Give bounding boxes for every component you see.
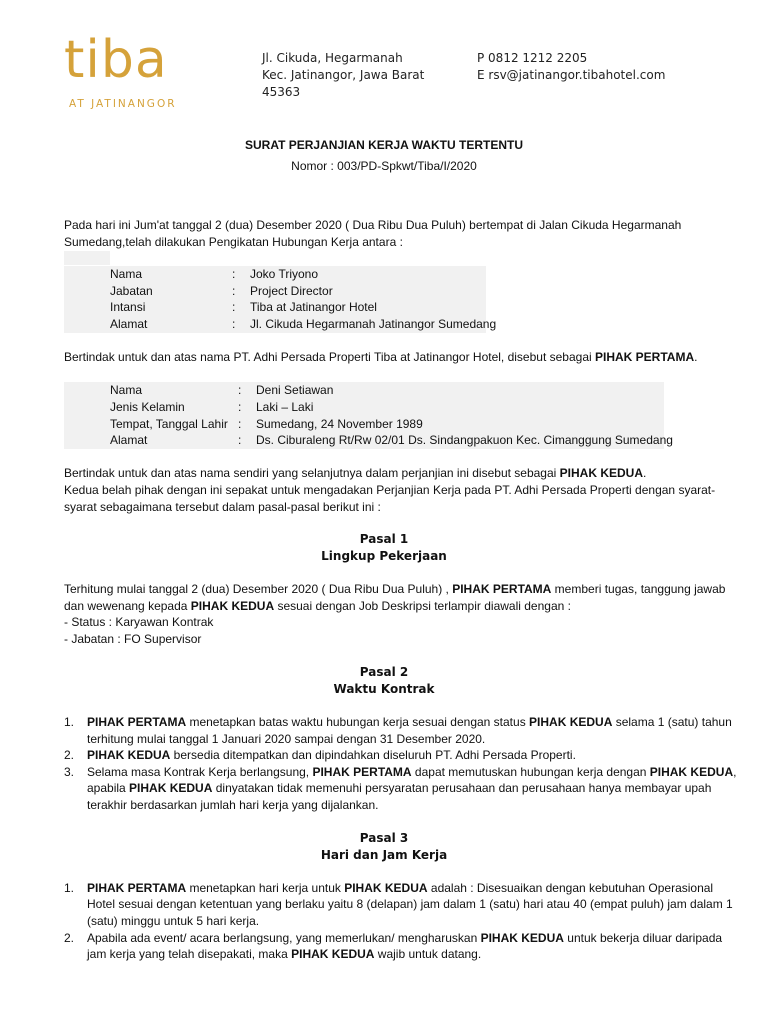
party1-colon: : (232, 300, 236, 314)
pasal2-title: Waktu Kontrak (333, 682, 435, 696)
pasal1-jabatan: - Jabatan : FO Supervisor (64, 632, 202, 646)
pasal3-item1-line-2: Hotel sesuai dengan ketentuan yang berlaku yaitu 8 (delapan) jam dalam 1 (satu) hari atau 40 (empat puluh) jam dalam 1 (87, 897, 733, 911)
pasal1-number: Pasal 1 (359, 532, 409, 546)
party1-value-address: Jl. Cikuda Hegarmanah Jatinangor Sumedang (250, 317, 497, 331)
pasal2-item1-number: 1. (64, 715, 75, 729)
party2-colon: : (238, 400, 242, 414)
pasal2-item3-number: 3. (64, 765, 75, 779)
pasal2-number: Pasal 2 (359, 665, 409, 679)
party2-statement-line-1: Bertindak untuk dan atas nama sendiri yang selanjutnya dalam perjanjian ini disebut sebagai PIHAK KEDUA. (64, 466, 647, 480)
party1-value-name: Joko Triyono (250, 267, 319, 281)
party2-label-address: Alamat (110, 433, 148, 447)
party2-statement-line-2: Kedua belah pihak dengan ini sepakat untuk mengadakan Perjanjian Kerja pada PT. Adhi Persada Properti dengan syarat- (64, 483, 716, 497)
address-line-3: 45363 (262, 85, 301, 99)
hotel-logo: tiba (64, 30, 168, 90)
contact-email: E rsv@jatinangor.tibahotel.com (477, 68, 666, 82)
party1-colon: : (232, 267, 236, 281)
pasal2-item1-line-2: terhitung mulai tanggal 1 Januari 2020 sampai dengan 31 Desember 2020. (87, 732, 486, 746)
shaded-cell (64, 251, 110, 265)
contact-phone: P 0812 1212 2205 (477, 51, 588, 65)
party2-value-name: Deni Setiawan (256, 383, 334, 397)
pasal2-item1-line-1: PIHAK PERTAMA menetapkan batas waktu hubungan kerja sesuai dengan status PIHAK KEDUA selama 1 (satu) tahun (87, 715, 732, 729)
pasal2-item2-number: 2. (64, 748, 75, 762)
party1-label-name: Nama (110, 267, 143, 281)
address-line-2: Kec. Jatinangor, Jawa Barat (262, 68, 425, 82)
party2-value-birth: Sumedang, 24 November 1989 (256, 417, 423, 431)
party1-value-institution: Tiba at Jatinangor Hotel (250, 300, 377, 314)
pasal1-title: Lingkup Pekerjaan (321, 549, 447, 563)
pasal3-item1-line-1: PIHAK PERTAMA menetapkan hari kerja untuk PIHAK KEDUA adalah : Disesuaikan dengan kebutuhan Operasional (87, 881, 714, 895)
hotel-logo-subtitle: AT JATINANGOR (69, 98, 177, 110)
party1-statement: Bertindak untuk dan atas nama PT. Adhi Persada Properti Tiba at Jatinangor Hotel, disebut sebagai PIHAK PERTAMA. (64, 350, 698, 364)
party1-colon: : (232, 284, 236, 298)
party1-label-institution: Intansi (110, 300, 146, 314)
pasal3-item2-number: 2. (64, 931, 75, 945)
party2-label-gender: Jenis Kelamin (110, 400, 185, 414)
party1-label-address: Alamat (110, 317, 148, 331)
party2-label-birth: Tempat, Tanggal Lahir (110, 417, 228, 431)
party2-colon: : (238, 433, 242, 447)
pasal2-item3-line-3: terakhir berdasarkan jumlah hari kerja yang dijalankan. (87, 798, 379, 812)
pasal1-status: - Status : Karyawan Kontrak (64, 615, 214, 629)
party1-value-position: Project Director (250, 284, 333, 298)
document-title: SURAT PERJANJIAN KERJA WAKTU TERTENTU (244, 138, 523, 152)
intro-line-1: Pada hari ini Jum'at tanggal 2 (dua) Desember 2020 ( Dua Ribu Dua Puluh) bertempat di Jalan Cikuda Hegarmanah (64, 218, 682, 232)
party2-colon: : (238, 417, 242, 431)
pasal2-item3-line-1: Selama masa Kontrak Kerja berlangsung, PIHAK PERTAMA dapat memutuskan hubungan kerja dengan PIHAK KEDUA, (87, 765, 737, 779)
address-line-1: Jl. Cikuda, Hegarmanah (262, 51, 403, 65)
pasal2-item3-line-2: apabila PIHAK KEDUA dinyatakan tidak memenuhi persyaratan perusahaan dan perusahaan hanya membayar upah (87, 781, 712, 795)
pasal2-item2-line-1: PIHAK KEDUA bersedia ditempatkan dan dipindahkan diseluruh PT. Adhi Persada Properti. (87, 748, 576, 762)
pasal1-para-line-1: Terhitung mulai tanggal 2 (dua) Desember 2020 ( Dua Ribu Dua Puluh) , PIHAK PERTAMA memberi tugas, tanggung jawab (64, 582, 726, 596)
pasal3-number: Pasal 3 (359, 831, 409, 845)
pasal3-item2-line-1: Apabila ada event/ acara berlangsung, yang memerlukan/ mengharuskan PIHAK KEDUA untuk bekerja diluar daripada (87, 931, 723, 945)
party1-colon: : (232, 317, 236, 331)
pasal3-title: Hari dan Jam Kerja (320, 848, 448, 862)
party1-label-position: Jabatan (110, 284, 153, 298)
party2-label-name: Nama (110, 383, 143, 397)
party2-value-gender: Laki – Laki (256, 400, 314, 414)
intro-line-2: Sumedang,telah dilakukan Pengikatan Hubungan Kerja antara : (64, 235, 403, 249)
document-number: Nomor : 003/PD-Spkwt/Tiba/I/2020 (291, 159, 477, 173)
party2-colon: : (238, 383, 242, 397)
pasal3-item1-line-3: (satu) minggu untuk 5 hari kerja. (87, 914, 260, 928)
party2-value-address: Ds. Ciburaleng Rt/Rw 02/01 Ds. Sindangpakuon Kec. Cimanggung Sumedang (256, 433, 673, 447)
pasal3-item2-line-2: jam kerja yang telah disepakati, maka PIHAK KEDUA wajib untuk datang. (87, 947, 482, 961)
pasal1-para-line-2: dan wewenang kepada PIHAK KEDUA sesuai dengan Job Deskripsi terlampir diawali dengan : (64, 599, 571, 613)
pasal3-item1-number: 1. (64, 881, 75, 895)
party2-statement-line-3: syarat sebagaimana tersebut dalam pasal-pasal berikut ini : (64, 500, 381, 514)
